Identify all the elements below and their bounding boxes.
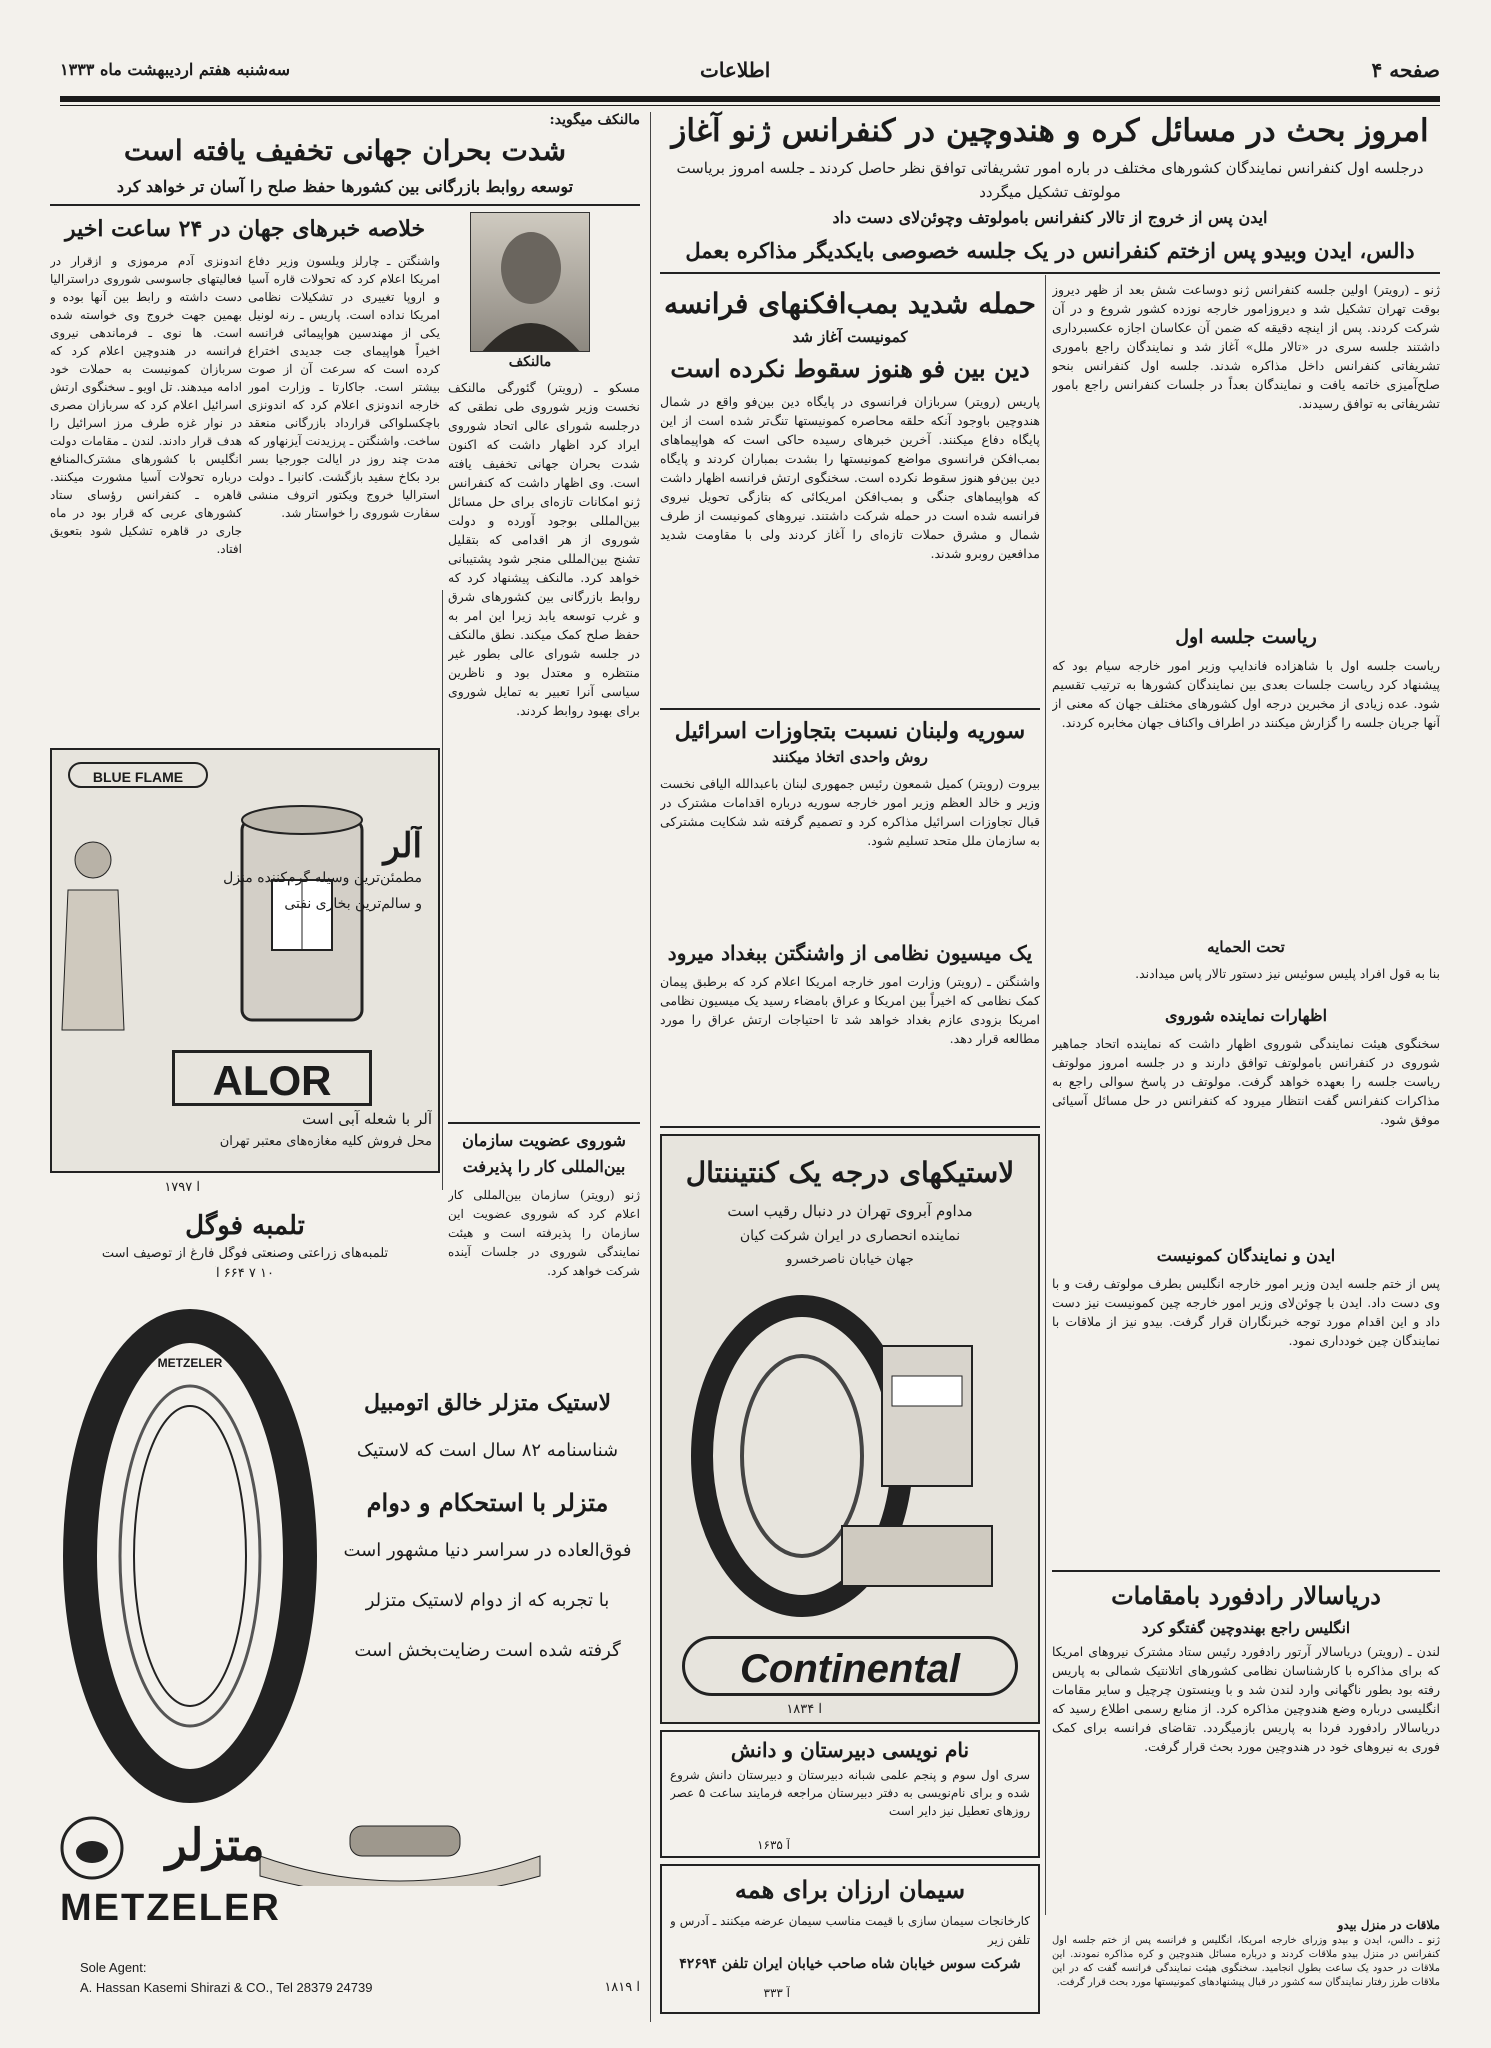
metzeler-fa-logo: متزلر [165,1820,265,1871]
crisis-subhead: توسعه روابط بازرگانی بین کشورها حفظ صلح را آسان تر خواهد کرد [116,177,574,196]
continental-ad [660,1134,1040,1724]
crisis-kicker: مالنکف میگوید: [549,112,640,128]
uno-headline: شوروی عضویت سازمان بین‌المللی کار را پذیرفت [462,1131,626,1176]
section-rule [1052,1570,1440,1572]
mission-headline: یک میسیون نظامی از واشنگتن ببغداد میرود [667,941,1033,965]
strike-body: پاریس (رویتر) سربازان فرانسوی در پایگاه دین بین‌فو واقع در شمال هندوچین باوجود آنکه حلقه محاصره کمونیستها تنگ‌تر شده است از این پایگاه دفاع میکنند. آخرین خبرهای رسیده حاکی است که هواپیماهای بمب‌افکن فرانسوی مواضع کمونیستها را بشدت بمباران کردند و پایگاه دین بین‌فو هنوز سقوط نکرده است. سخنگوی ارتش فرانسه اظهار داشت که هواپیماهای جنگی و بمب‌افکن امریکائی که بتازگی تحویل نیروی فرانسه شده است در حمله شرکت داشتند. نیروهای کمونیست از طرف شمال و مشرق حملات تازه‌ای را آغاز کردند ولی با مقاومت شدید مدافعین روبرو شدند. [660,394,1040,561]
metzeler-line: متزلر با استحکام و دوام [366,1488,609,1517]
strike-subhead: کمونیست آغاز شد [792,328,908,346]
strike-subhead-2: دین بین فو هنوز سقوط نکرده است [670,354,1030,383]
geneva-headline: امروز بحث در مسائل کره و هندوچین در کنفرانس ژنو آغاز [671,113,1429,149]
soviet-subhead: اظهارات نماینده شوروی [1164,1006,1328,1025]
section-rule [660,1126,1040,1128]
radford-subhead: انگلیس راجع بهندوچین گفتگو کرد [1141,1619,1351,1637]
uno-body: ژنو (رویتر) سازمان بین‌المللی کار اعلام کرد که شوروی عضویت این سازمان را پذیرفته است و هیئت نمایندگی شوروی در جلسات آینده شرکت خواهد کرد. [448,1188,640,1278]
metzeler-line: فوق‌العاده در سراسر دنیا مشهور است [343,1540,632,1561]
night-school-body: سری اول سوم و پنجم علمی شبانه دبیرستان و دبیرستان دانش شروع شده و برای نام‌نویسی به دفتر دبیرستان مراجعه فرمایند ساعت ۵ عصر روزهای تعطیل نیز دایر است [670,1768,1030,1818]
cement-body: کارخانجات سیمان سازی با قیمت مناسب سیمان عرضه میکنند ـ آدرس و تلفن زیر [670,1914,1030,1947]
issue-date: سه‌شنبه هفتم اردیبهشت ماه ۱۳۳۳ [60,60,291,79]
tire-illustration [682,1286,1018,1626]
syria-subhead: روش واحدی اتخاذ میکنند [772,748,928,766]
crisis-headline: شدت بحران جهانی تخفیف یافته است [123,134,567,167]
summary-col-2: اندونزی آدم مرموزی و ازقرار در فعالیتهای جاسوسی شوروی دراستراليا دست داشته و رابط بین آنها بوده و بهمین جهت خروج وی خواسته شده است. ها نوی ـ فرماندهی نیروی فرانسه در هندوچین اعلام کرد که سربازان کمونیست به حملات خود ادامه میدهند. تل اویو ـ سخنگوی ارتش اسرائیل اعلام کرد که سربازان مصری در نوار غزه طرف مرز اسرائیل را هدف قرار دادند. لندن ـ مقامات دولت انگلیس با کشورهای مشترک‌المنافع درباره تحولات آسیا مشورت میکنند. قاهره ـ کنفرانس رؤسای ستاد کشورهای عربی که قرار بود در ماه جاری در قاهره تشکیل شود بتعویق افتاد. [50,254,242,556]
strike-headline: حمله شدید بمب‌افکنهای فرانسه [664,287,1036,320]
continental-logo: Continental [682,1636,1018,1696]
metzeler-line: با تجربه که از دوام لاستیک متزلر [365,1590,610,1611]
tire-illustration [60,1306,320,1806]
geneva-subhead-3: دالس، ایدن وبیدو پس ازختم کنفرانس در یک جلسه خصوصی بایکدیگر مذاکره بعمل [685,238,1415,263]
portrait-caption: مالنکف [508,354,552,370]
fogel-phone: ۱۰ ۷ ۶۶۴ آ [216,1266,274,1281]
blue-flame-badge: BLUE FLAME [68,762,208,788]
cement-address: شرکت سوس خیابان شاه صاحب خیابان ایران تلفن ۴۲۶۹۴ [679,1956,1021,1972]
page-number: صفحه ۴ [1371,58,1440,82]
section-rule [50,204,640,206]
column-divider [442,590,443,1190]
continental-line: مداوم آبروی تهران در دنبال رقیب است [727,1202,973,1220]
tire-brand-text: METZELER [157,1356,223,1370]
newspaper-name: اطلاعات [700,58,771,82]
metzeler-en-logo: METZELER [60,1887,281,1929]
metzeler-ad [50,1296,645,1966]
meeting-subhead: ملاقات در منزل بیدو [1337,1918,1440,1932]
geneva-article-body: ژنو ـ (رویتر) اولین جلسه کنفرانس ژنو دوساعت شش بعد از ظهر دیروز بوقت تهران تشکیل شد و دیروزامور خارجه نوزده کشور شروع و در آن شرکت کردند. پس از اینچه دقیقه که ضمن آن عکاسان اجازه عکسبرداری داشتند جلسه سری در «تالار ملل» آغاز شد و نمایندگان راجع باموری تشریفاتی کنفرانس داخل مذاکره شدند. جلسه اول کنفرانس بنحو صلح‌آمیزی خاتمه یافت و نمایندگان بعداً در جلسات کنفرانس راجع بامور تشریفاتی به توافق رسیدند. [1052,282,1440,411]
syria-headline: سوریه ولبنان نسبت بتجاوزات اسرائیل [674,718,1026,744]
police-body: بنا به قول افراد پلیس سوئیس نیز دستور تالار پاس میدادند. [1135,966,1440,981]
chair-body: ریاست جلسه اول با شاهزاده فاندایپ وزیر امور خارجه سیام بود که پیشنهاد کرد ریاست جلسات بعدی بین نمایندگان کشورها به ترتیب تقسیم شود. عده زیادی از مخبرین درجه اول کشورهای مختلف جهان که معنی از آنها جریان جلسه را گزارش میکنند در اطراف واکناف جهان مخابره کردند. [1052,658,1440,730]
section-rule [660,708,1040,710]
meeting-body: ژنو ـ دالس، ایدن و بیدو وزرای خارجه امریکا، انگلیس و فرانسه پس از ختم جلسه اول کنفرانس در منزل بیدو ملاقات کردند و درباره مسائل هندوچین و کره مذاکره نمودند. این ملاقات در حدود یک ساعت بطول انجامید. سخنگوی هیئت نمایندگی فرانسه گفت که در این ملاقات طرز رفتار نمایندگان سه کشور در قبال پیشنهادهای کمونیستها مورد بحث قرار گرفت. [1052,1935,1440,1988]
geneva-continued [1052,1916,1440,2020]
hands-car-illustration [250,1796,550,1886]
column-divider [1045,275,1046,1915]
cement-title: سیمان ارزان برای همه [734,1875,966,1904]
ad-code: آ ۱۸۳۴ [786,1702,822,1717]
eden-body: پس از ختم جلسه ایدن وزیر امور خارجه انگلیس بطرف مولوتف رفت و با وی دست داد. ایدن با چوئن‌لای وزیر امور خارجه چین کمونیست نیز دست داد و این اقدام مورد توجه خبرنگاران قرار گرفت. بیدو نیز از ملاقات با نمایندگان چین خودداری نمود. [1052,1276,1440,1348]
summary-headline: خلاصه خبرهای جهان در ۲۴ ساعت اخیر [64,216,426,242]
crisis-body: مسکو ـ (رویتر) گئورگی مالنکف نخست وزیر شوروی طی نطقی که درجلسه شورای عالی اتحاد شوروی ایراد کرد اظهار داشت که اکنون شدت بحران جهانی تخفیف یافته است. وی اظهار داشت که کنفرانس ژنو امکانات تازه‌ای برای حل مسائل بین‌المللی بوجود آورده و دولت شوروی از هر اقدامی که بتقلیل تشنج بین‌المللی منجر شود پشتیبانی خواهد کرد. مالنکف پیشنهاد کرد که روابط بازرگانی بین کشورهای شرق و غرب توسعه یابد زیرا این امر به حفظ صلح کمک میکند. نطق مالنکف در جلسه شورای عالی بطور غیر منتظره و معتدل بود و ناظرین سیاسی آنرا تعبیر به تمایل شوروی برای بهبود روابط کردند. [448,380,640,718]
cement-ad [660,1864,1040,2014]
radford-headline: دریاسالار رادفورد بامقامات [1111,1581,1381,1610]
continental-line: نماینده انحصاری در ایران شرکت کیان [739,1228,961,1244]
ad-code: آ ۳۳۳ [763,1986,790,2000]
mission-body: واشنگتن ـ (رویتر) وزارت امور خارجه امریکا اعلام کرد که برطبق پیمان کمک نظامی که اخیراً بین امریکا و عراق بامضاء رسید یک میسیون نظامی امریکا بزودی عازم بغداد خواهد شد تا احتیاجات ارتش عراق را مورد مطالعه قرار دهد. [660,974,1040,1046]
alor-line: مطمئن‌ترین وسیله گرم‌کننده منزل [223,870,422,886]
soviet-body: سخنگوی هیئت نمایندگی شوروی اظهار داشت که نماینده اتحاد جماهیر شوروی در کنفرانس بامولوتف توافق دارند و در جلسه امروز مولوتف ریاست جلسه را بعهده خواهد گرفت. مولوتف در پاسخ سوالی راجع به مذاکرات کنفرانس گفت انتظار میرود که کنفرانس در حل مسائل آسیائی موفق شود. [1052,1036,1440,1127]
section-rule [448,1122,640,1124]
metzeler-line: شناسنامه ۸۲ سال است که لاستیک [356,1440,619,1461]
alor-logo: ALOR [172,1050,372,1106]
night-school-ad [660,1730,1040,1858]
alor-ad [50,748,440,1173]
radford-body: لندن ـ (رویتر) دریاسالار آرتور رادفورد رئیس ستاد مشترک نیروهای امریکا که برای مذاکره با کارشناسان نظامی کشورهای اتلانتیک شمالی به پاریس رفته بود بطور ناگهانی وارد لندن شد و با وینستون چرچیل و سایر مقامات انگلیسی درباره وضع هندوچین مذاکره کرد. از منابع رسمی اطلاع رسید که دریاسالار رادفورد فردا به پاریس بازمیگردد. تقاضای فرانسه برای کمک فوری به نیروهای خود در هندوچین مورد بحث قرار گرفت. [1052,1644,1440,1754]
chair-subhead: ریاست جلسه اول [1175,626,1317,648]
alor-line: و سالم‌ترین بخاری نفتی [284,896,422,912]
geneva-subhead-2: ایدن پس از خروج از تالار کنفرانس بامولوتف وچوئن‌لای دست داد [832,208,1268,227]
fogel-title: تلمبه فوگل [185,1211,305,1241]
section-rule [660,272,1440,274]
column-divider [650,112,651,2022]
sole-agent-info: A. Hassan Kasemi Shirazi & CO., Tel 28379 24739 [80,1980,373,1995]
elephant-logo [60,1816,124,1880]
ad-code: آ ۱۶۳۵ [757,1838,790,1852]
metzeler-line: گرفته شده است رضایت‌بخش است [354,1640,621,1661]
summary-col-1: واشنگتن ـ چارلز ویلسون وزیر دفاع امریکا اعلام کرد که تحولات قاره آسیا و اروپا تغییری در تشکیلات نظامی امریکا نداده است. پاریس ـ رنه لونیل یکی از مهندسین هواپیمائی فرانسه اخیراً هواپیمای جت جدیدی اختراع کرده است که سرعت آن از صوت بیشتر است. جاکارتا ـ وزارت امور خارجه اندونزی اعلام کرد که اندونزی باچکسلواکی قرارداد بازرگانی منعقد ساخت. واشنگتن ـ پرزیدنت آیزنهاور که مدت چند روز در ایالت جورجیا بسر برد بکاخ سفید بازگشت. کانبرا ـ دولت استرالیا خروج ویکتور اتروف منشی سفارت شوروی را خواستار شد. [248,254,440,520]
police-subhead: تحت الحمایه [1207,938,1285,956]
woman-illustration [58,830,128,1110]
geneva-subhead: درجلسه اول کنفرانس نمایندگان کشورهای مختلف در باره امور تشریفاتی توافق نظر حاصل کردند ـ جلسه امروز بریاست مولوتف تشکیل میگردد [676,159,1424,201]
masthead-rule [60,96,1440,102]
masthead-rule-thin [60,105,1440,106]
sole-agent-label: Sole Agent: [80,1960,147,1975]
portrait-illustration [471,213,590,352]
night-school-title: نام نویسی دبیرستان و دانش [730,1738,970,1762]
syria-body: بیروت (رویتر) کمیل شمعون رئیس جمهوری لبنان باعبدالله الیافی نخست وزیر و خالد العظم وزیر امور خارجه سوریه درباره اقدامات مشترک در قبال تجاوزات اسرائیل مذاکره کرد و تصمیم گرفته شد شکایت مشترکی به سازمان ملل متحد تسلیم شود. [660,776,1040,848]
malenkov-portrait [470,212,590,352]
metzeler-title: لاستیک متزلر خالق اتومبیل [363,1390,611,1416]
alor-title: آلر [383,826,422,866]
alor-line: آلر با شعله آبی است [302,1110,432,1128]
masthead [60,50,1440,110]
eden-subhead: ایدن و نمایندگان کمونیست [1156,1246,1336,1265]
ad-code: آ ۱۷۹۷ [164,1180,200,1195]
fogel-body: تلمبه‌های زراعتی وصنعتی فوگل فارغ از توصیف است [101,1246,389,1261]
continental-line: جهان خیابان ناصرخسرو [786,1252,914,1267]
alor-line: محل فروش کلیه مغازه‌های معتبر تهران [219,1134,432,1149]
continental-title: لاستیکهای درجه یک کنتیننتال [685,1156,1015,1189]
ad-code: آ ۱۸۱۹ [604,1980,640,1995]
